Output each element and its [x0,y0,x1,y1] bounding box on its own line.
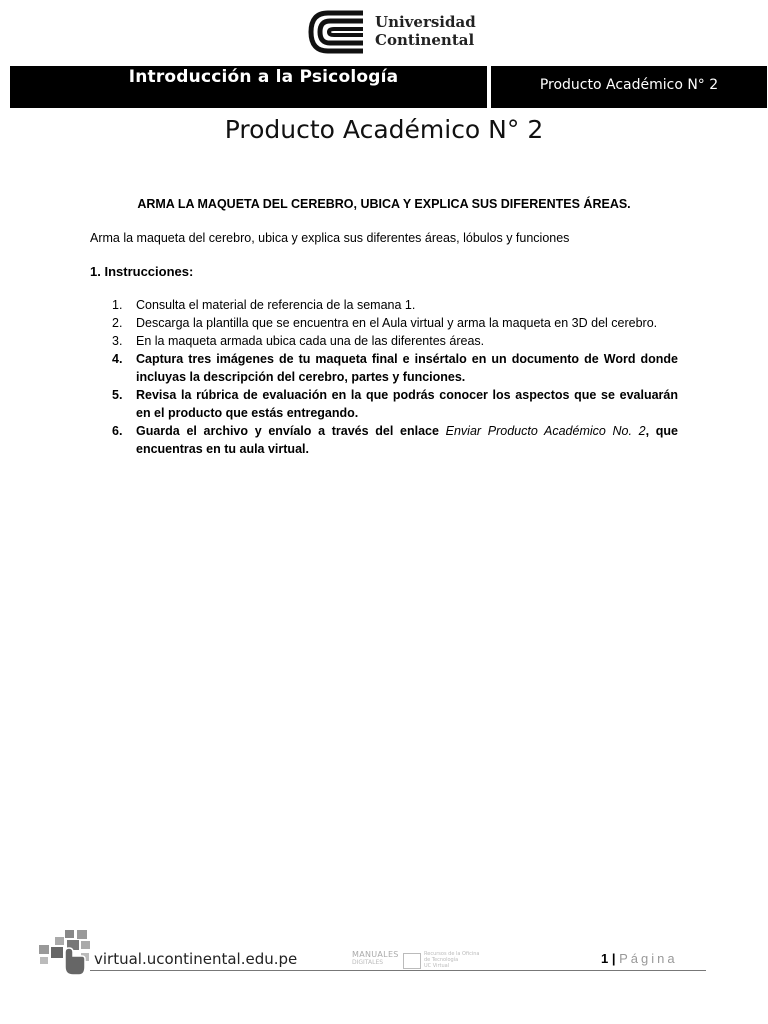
touch-hand-icon [37,929,92,977]
step-text-before: Guarda el archivo y envíalo a través del enlace [136,424,446,438]
assignment-heading: ARMA LA MAQUETA DEL CEREBRO, UBICA Y EXPLICA SUS DIFERENTES ÁREAS. [137,197,631,211]
step-number: 3. [112,334,123,348]
page-separator: | [611,951,616,966]
course-header-bar [10,66,487,108]
logo-text [375,13,476,49]
list-item [90,386,678,422]
list-item [90,332,678,350]
list-item [90,350,678,386]
brand-note-line: de Tecnología [424,957,459,963]
submit-link-text: Enviar Producto Académico No. 2 [445,424,646,438]
document-title: Producto Académico N° 2 [224,115,544,144]
step-text: Revisa la rúbrica de evaluación en la que podrás conocer los aspectos que se evaluarán en el producto que estás entregando. [136,388,678,420]
instructions-heading: 1. Instrucciones: [90,264,194,279]
footer-divider [90,970,706,971]
page-label: Página [619,951,678,966]
continental-c-icon [308,10,366,54]
brand-word: MANUALES [352,950,399,959]
manuales-digitales-logo [352,950,482,972]
step-number: 4. [112,352,123,366]
list-item [90,314,678,332]
step-text: Descarga la plantilla que se encuentra en el Aula virtual y arma la maqueta en 3D del cerebro. [136,316,658,330]
brand-box-icon [403,953,421,969]
step-text: Captura tres imágenes de tu maqueta final e insértalo en un documento de Word donde incluyas la descripción del cerebro, partes y funciones. [136,352,678,384]
logo-line-2: Continental [375,31,475,49]
step-number: 5. [112,388,123,402]
instructions-list [90,296,678,458]
assignment-intro: Arma la maqueta del cerebro, ubica y explica sus diferentes áreas, lóbulos y funciones [90,231,570,245]
page-number [601,951,678,966]
list-item [90,296,678,314]
footer-url: virtual.ucontinental.edu.pe [94,950,298,968]
step-text-after: , que encuentras en tu aula virtual. [136,424,678,456]
step-number: 6. [112,424,123,438]
product-header-bar [491,66,767,108]
brand-note-line: Recursos de la Oficina [424,951,480,957]
page-number-value: 1 [601,951,609,966]
list-item [90,422,678,458]
course-title: Introducción a la Psicología [128,67,399,87]
logo-line-1: Universidad [375,13,476,31]
brand-sub: DIGITALES [352,959,384,966]
brand-note-line: UC Virtual [424,963,450,969]
step-number: 2. [112,316,123,330]
product-tag: Producto Académico N° 2 [539,77,719,93]
step-text: En la maqueta armada ubica cada una de las diferentes áreas. [136,334,485,348]
step-number: 1. [112,298,123,312]
brand-note [424,951,480,969]
university-logo [308,10,476,54]
step-text: Consulta el material de referencia de la semana 1. [136,298,416,312]
